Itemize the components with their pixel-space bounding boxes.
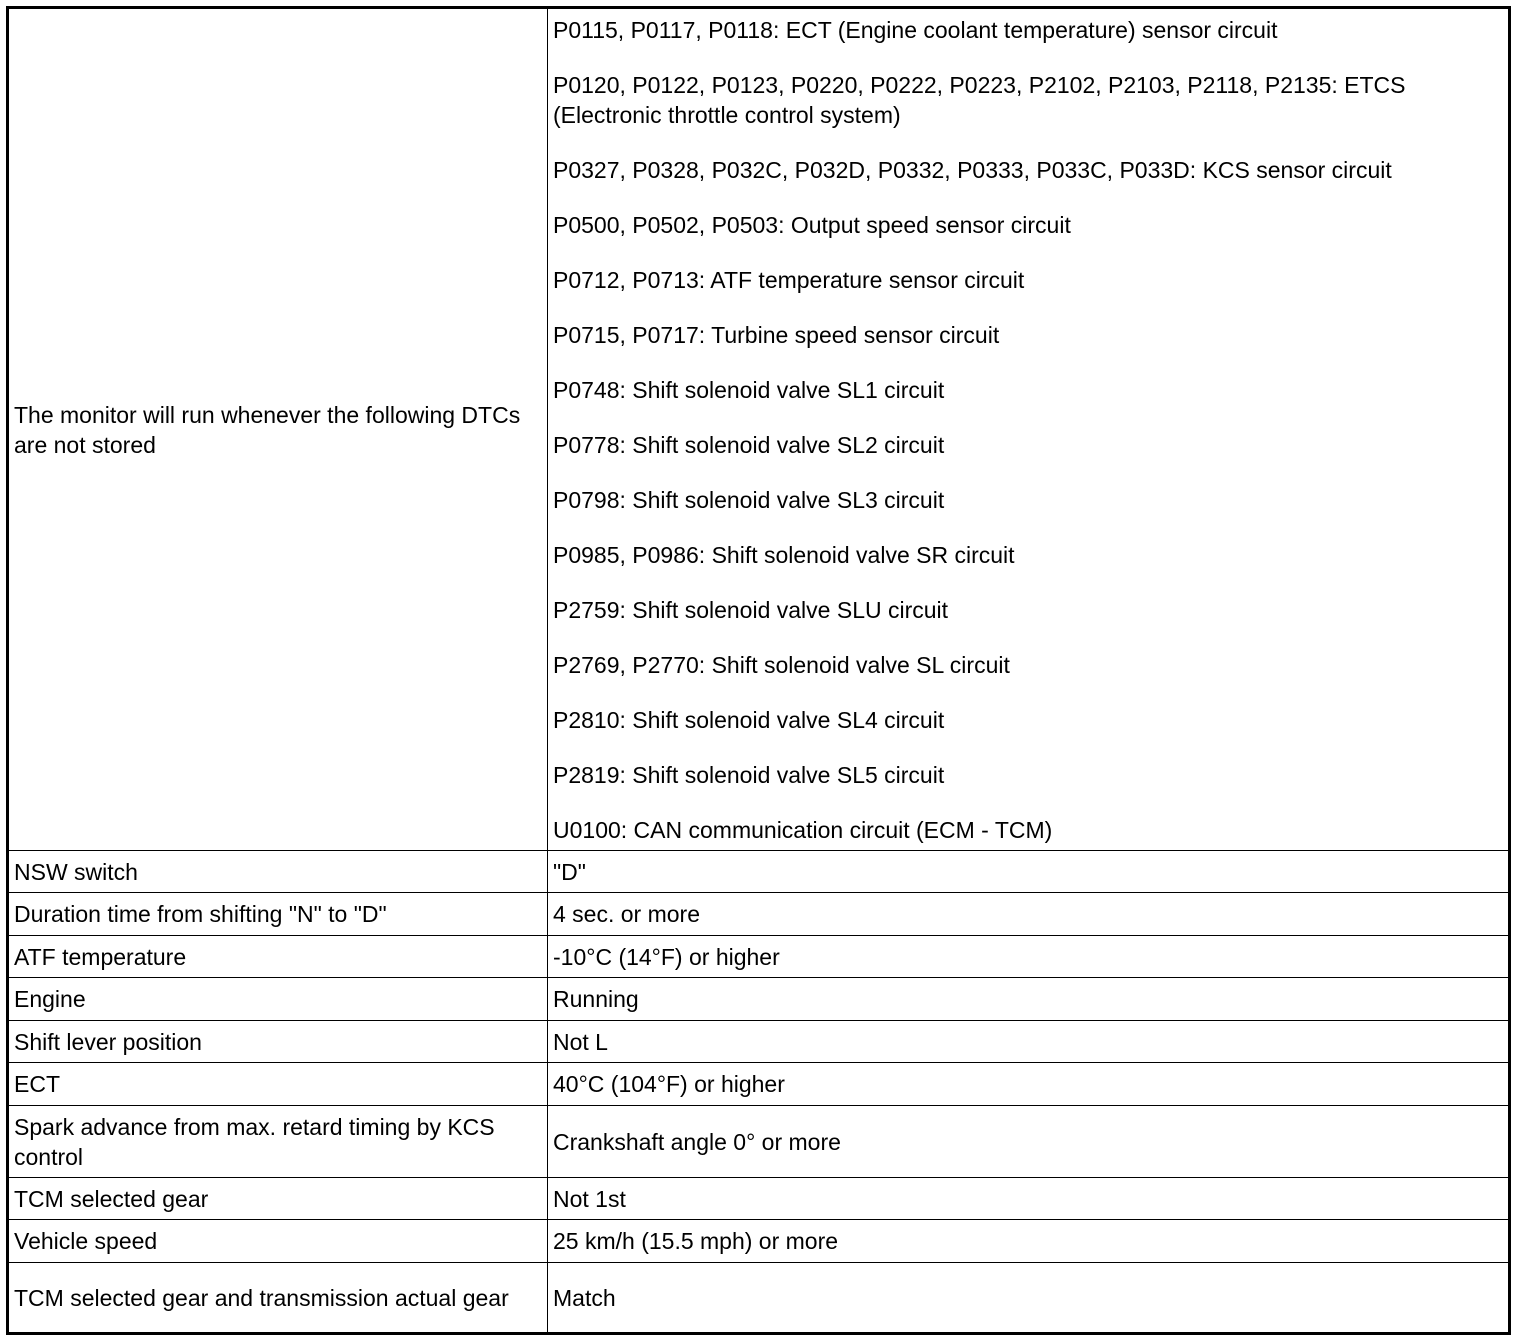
dtc-item: P0712, P0713: ATF temperature sensor circuit [553, 266, 1025, 293]
dtc-condition-label: The monitor will run whenever the following DTCs are not stored [8, 8, 548, 851]
condition-value: Running [548, 978, 1510, 1021]
table-row-dtc-conditions [8, 8, 1510, 851]
condition-label: ATF temperature [8, 936, 548, 978]
dtc-item: P0798: Shift solenoid valve SL3 circuit [553, 486, 945, 513]
condition-value: Not 1st [548, 1178, 1510, 1220]
table-row [8, 1220, 1510, 1263]
dtc-item: U0100: CAN communication circuit (ECM - TCM) [553, 816, 1053, 843]
dtc-item: P2819: Shift solenoid valve SL5 circuit [553, 761, 945, 788]
dtc-item: P0500, P0502, P0503: Output speed sensor circuit [553, 211, 1071, 238]
dtc-item: P0327, P0328, P032C, P032D, P0332, P0333, P033C, P033D: KCS sensor circuit [553, 156, 1392, 183]
table-row [8, 1106, 1510, 1178]
condition-label: Shift lever position [8, 1021, 548, 1063]
condition-value: Match [548, 1263, 1510, 1334]
condition-label: Engine [8, 978, 548, 1021]
table-row [8, 1178, 1510, 1220]
condition-value: -10°C (14°F) or higher [548, 936, 1510, 978]
table-row [8, 936, 1510, 978]
table-row [8, 1021, 1510, 1063]
dtc-item: P2769, P2770: Shift solenoid valve SL circuit [553, 651, 1010, 678]
condition-label: TCM selected gear and transmission actual gear [8, 1263, 548, 1334]
monitor-conditions-table [6, 6, 1511, 1335]
dtc-item: P0985, P0986: Shift solenoid valve SR circuit [553, 541, 1015, 568]
dtc-item: P2759: Shift solenoid valve SLU circuit [553, 596, 949, 623]
table-row [8, 851, 1510, 893]
table-row [8, 1263, 1510, 1334]
condition-label: TCM selected gear [8, 1178, 548, 1220]
condition-value: Not L [548, 1021, 1510, 1063]
dtc-item: P2810: Shift solenoid valve SL4 circuit [553, 706, 945, 733]
condition-label: ECT [8, 1063, 548, 1106]
condition-label: Duration time from shifting "N" to "D" [8, 893, 548, 936]
dtc-list [553, 15, 1503, 845]
table-row [8, 1063, 1510, 1106]
condition-label: Spark advance from max. retard timing by KCS control [8, 1106, 548, 1178]
condition-label: Vehicle speed [8, 1220, 548, 1263]
condition-value: 25 km/h (15.5 mph) or more [548, 1220, 1510, 1263]
condition-label: NSW switch [8, 851, 548, 893]
dtc-item: P0115, P0117, P0118: ECT (Engine coolant temperature) sensor circuit [553, 16, 1278, 43]
condition-value: 4 sec. or more [548, 893, 1510, 936]
dtc-list-cell [548, 8, 1510, 851]
conditions-sheet [6, 6, 1508, 1332]
dtc-item: P0715, P0717: Turbine speed sensor circuit [553, 321, 1000, 348]
dtc-item: P0778: Shift solenoid valve SL2 circuit [553, 431, 945, 458]
condition-value: "D" [548, 851, 1510, 893]
table-row [8, 893, 1510, 936]
condition-value: Crankshaft angle 0° or more [548, 1106, 1510, 1178]
dtc-item: P0748: Shift solenoid valve SL1 circuit [553, 376, 945, 403]
condition-value: 40°C (104°F) or higher [548, 1063, 1510, 1106]
dtc-item: P0120, P0122, P0123, P0220, P0222, P0223, P2102, P2103, P2118, P2135: ETCS (Electronic throttle control system) [553, 71, 1406, 128]
table-row [8, 978, 1510, 1021]
